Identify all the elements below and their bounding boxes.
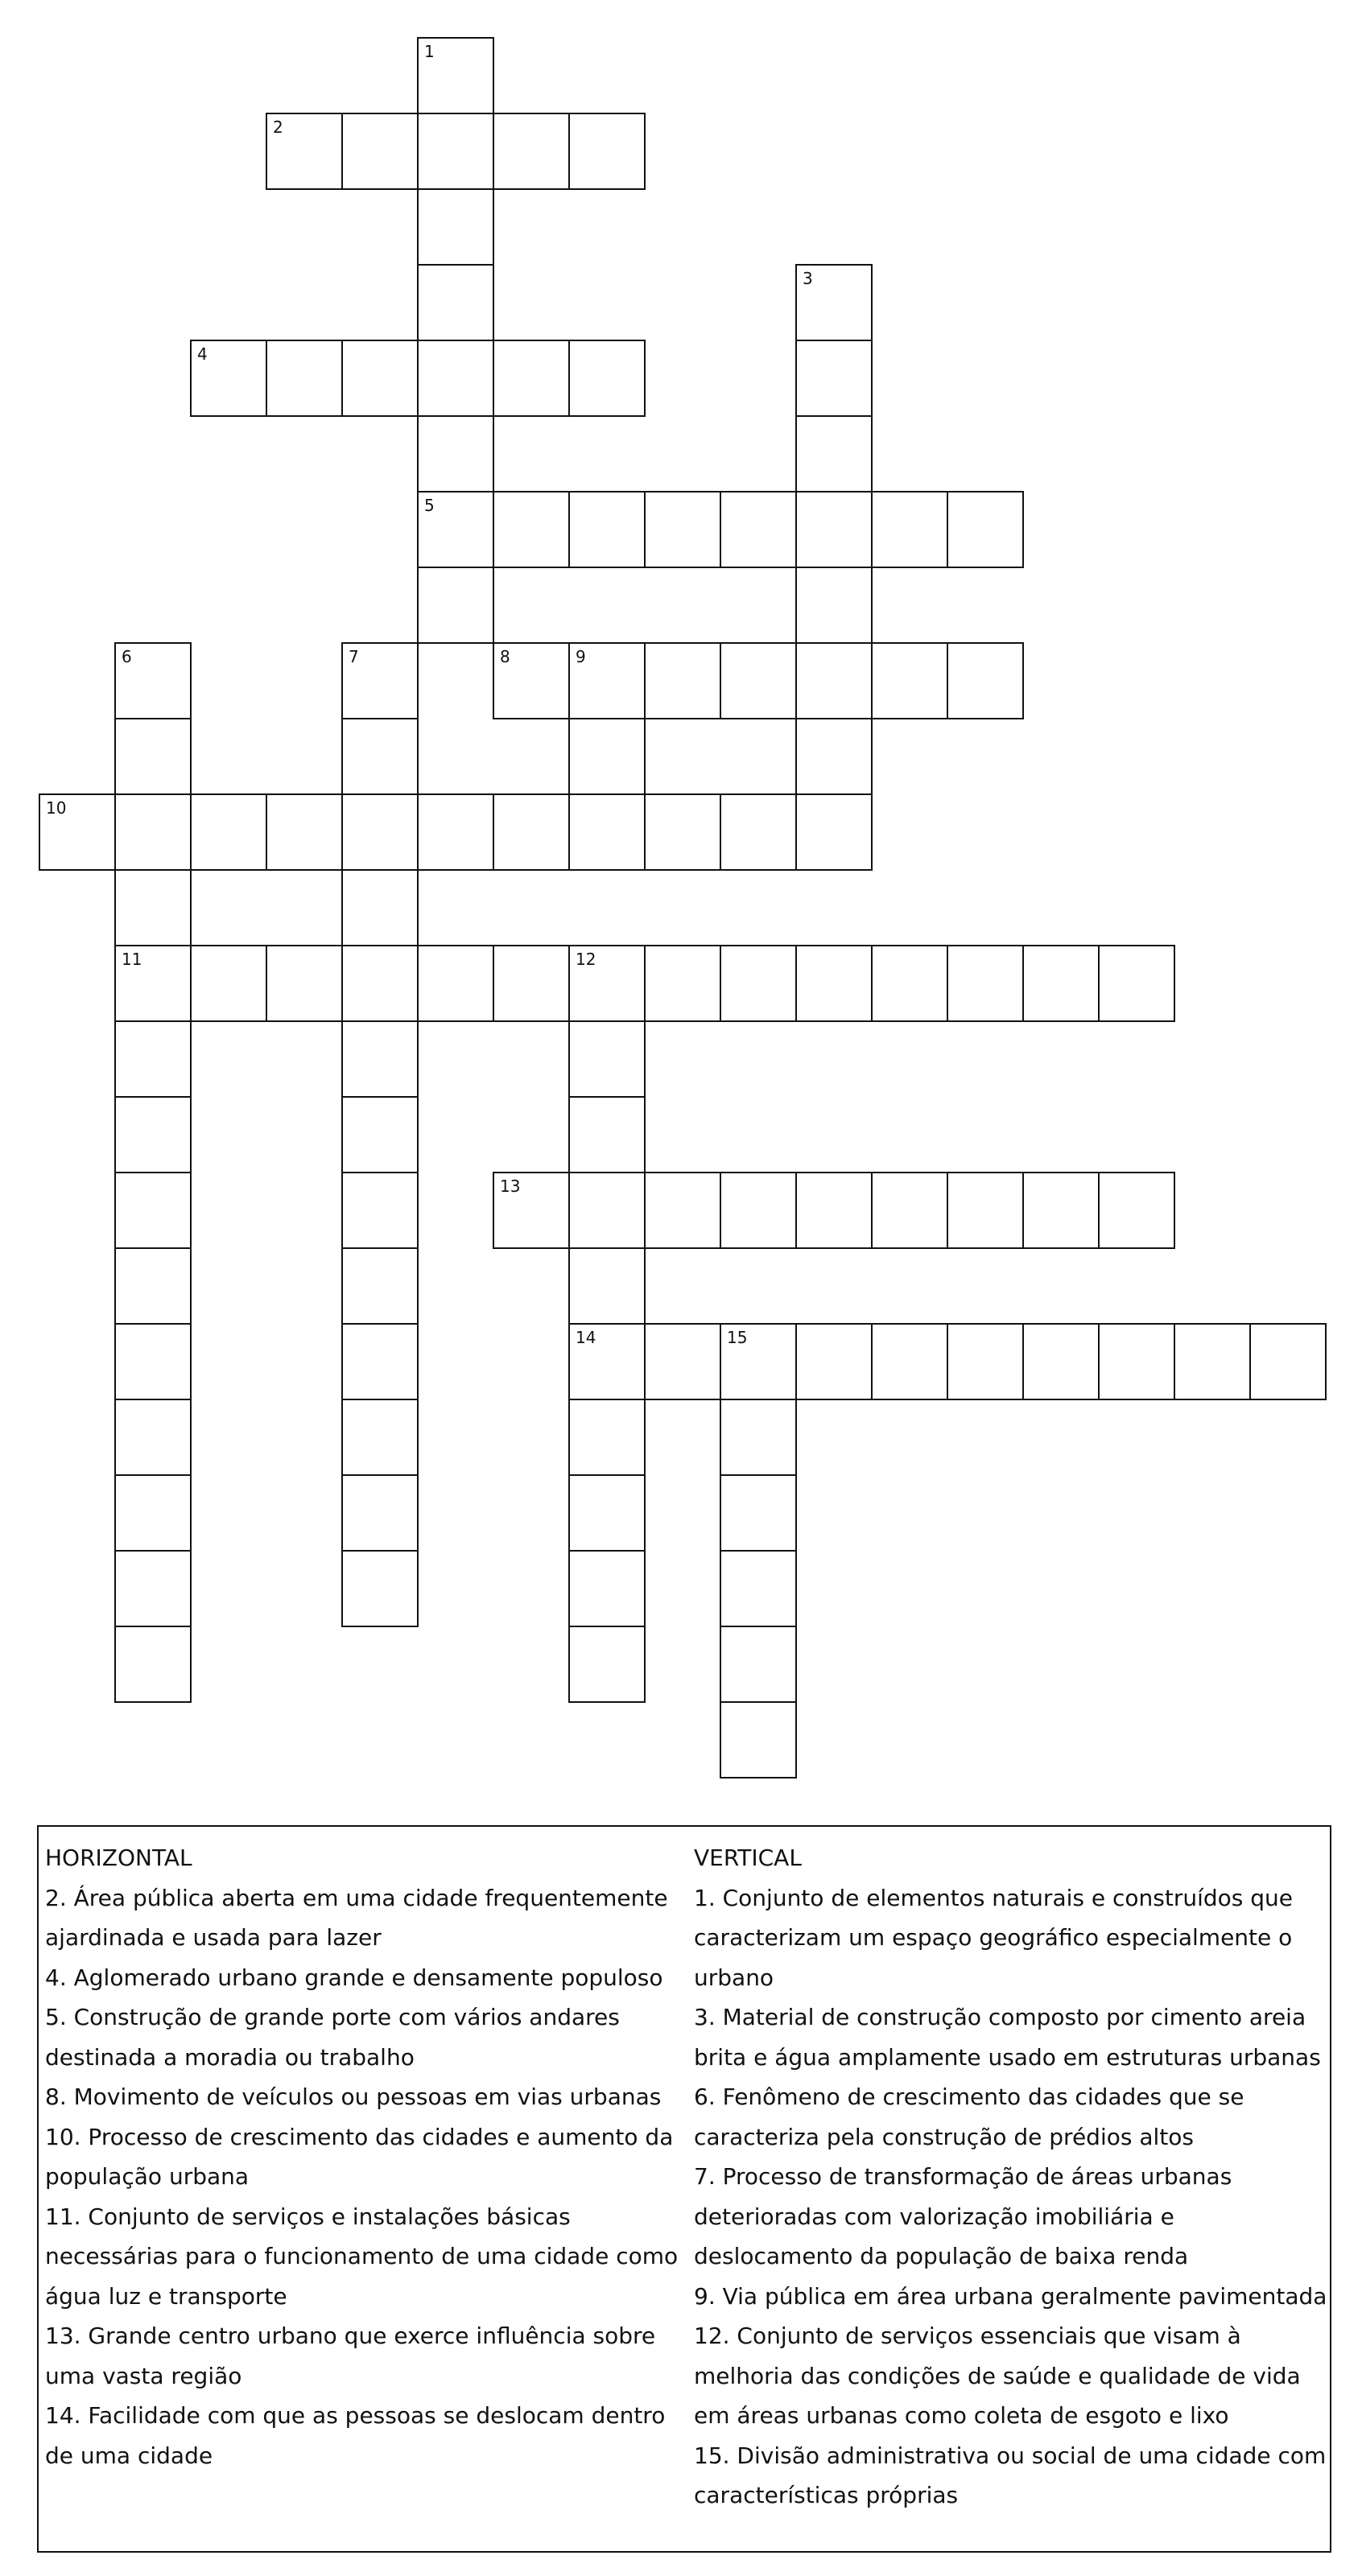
crossword-cell[interactable] xyxy=(720,793,797,871)
crossword-cell[interactable] xyxy=(493,340,570,417)
vertical-clues xyxy=(694,1838,1330,2516)
crossword-cell[interactable] xyxy=(493,491,570,568)
clue-number: 12 xyxy=(576,950,596,969)
horizontal-clue: 2. Área pública aberta em uma cidade frequentemente ajardinada e usada para lazer xyxy=(45,1884,668,1951)
crossword-cell[interactable] xyxy=(568,1626,646,1703)
crossword-cell[interactable] xyxy=(795,1323,873,1400)
crossword-cell[interactable] xyxy=(947,1323,1024,1400)
vertical-heading: VERTICAL xyxy=(694,1844,802,1871)
crossword-cell[interactable] xyxy=(341,945,419,1022)
crossword-cell[interactable] xyxy=(341,1399,419,1476)
crossword-cell[interactable] xyxy=(568,1474,646,1552)
crossword-cell[interactable] xyxy=(114,869,192,946)
clues-box xyxy=(37,1825,1331,2553)
crossword-cell[interactable] xyxy=(417,793,494,871)
crossword-cell[interactable] xyxy=(266,113,343,190)
crossword-cell[interactable] xyxy=(568,1020,646,1098)
crossword-cell[interactable] xyxy=(568,718,646,795)
crossword-cell[interactable] xyxy=(720,945,797,1022)
crossword-cell[interactable] xyxy=(568,1323,646,1400)
crossword-cell[interactable] xyxy=(1098,1323,1175,1400)
crossword-cell[interactable] xyxy=(341,340,419,417)
crossword-cell[interactable] xyxy=(417,415,494,493)
crossword-cell[interactable] xyxy=(795,340,873,417)
clue-number: 14 xyxy=(576,1328,596,1347)
crossword-cell[interactable] xyxy=(341,113,419,190)
crossword-cell[interactable] xyxy=(568,945,646,1022)
crossword-cell[interactable] xyxy=(417,945,494,1022)
crossword-cell[interactable] xyxy=(568,1096,646,1173)
crossword-cell[interactable] xyxy=(341,1020,419,1098)
clue-number: 9 xyxy=(576,647,586,666)
crossword-cell[interactable] xyxy=(1098,1172,1175,1249)
crossword-cell[interactable] xyxy=(871,1172,948,1249)
vertical-clue: 6. Fenômeno de crescimento das cidades que se caracteriza pela construção de prédios altos xyxy=(694,2083,1244,2150)
crossword-cell[interactable] xyxy=(720,1172,797,1249)
horizontal-clue: 10. Processo de crescimento das cidades e aumento da população urbana xyxy=(45,2123,674,2190)
crossword-cell[interactable] xyxy=(341,1096,419,1173)
crossword-cell[interactable] xyxy=(417,567,494,644)
vertical-clue: 7. Processo de transformação de áreas urbanas deterioradas com valorização imobiliária e deslocamento da população de baixa renda xyxy=(694,2163,1232,2269)
horizontal-clue: 4. Aglomerado urbano grande e densamente populoso xyxy=(45,1964,663,1991)
crossword-cell[interactable] xyxy=(341,1172,419,1249)
crossword-cell[interactable] xyxy=(795,491,873,568)
crossword-cell[interactable] xyxy=(417,264,494,341)
crossword-cell[interactable] xyxy=(266,945,343,1022)
crossword-cell[interactable] xyxy=(1022,945,1100,1022)
crossword-cell[interactable] xyxy=(114,718,192,795)
crossword-cell[interactable] xyxy=(493,793,570,871)
crossword-cell[interactable] xyxy=(493,945,570,1022)
crossword-cell[interactable] xyxy=(114,1399,192,1476)
crossword-cell[interactable] xyxy=(568,491,646,568)
crossword-cell[interactable] xyxy=(417,340,494,417)
crossword-cell[interactable] xyxy=(720,1626,797,1703)
crossword-cell[interactable] xyxy=(795,1172,873,1249)
crossword-cell[interactable] xyxy=(341,1323,419,1400)
crossword-cell[interactable] xyxy=(644,793,721,871)
crossword-cell[interactable] xyxy=(190,945,267,1022)
crossword-cell[interactable] xyxy=(493,642,570,719)
crossword-cell[interactable] xyxy=(720,1323,797,1400)
crossword-cell[interactable] xyxy=(568,113,646,190)
crossword-cell[interactable] xyxy=(568,1399,646,1476)
crossword-cell[interactable] xyxy=(114,945,192,1022)
crossword-cell[interactable] xyxy=(795,264,873,341)
crossword-cell[interactable] xyxy=(114,1020,192,1098)
crossword-cell[interactable] xyxy=(493,113,570,190)
crossword-cell[interactable] xyxy=(795,415,873,493)
crossword-cell[interactable] xyxy=(871,642,948,719)
crossword-cell[interactable] xyxy=(720,1701,797,1778)
clue-number: 1 xyxy=(424,42,435,61)
crossword-cell[interactable] xyxy=(795,642,873,719)
crossword-cell[interactable] xyxy=(644,1323,721,1400)
horizontal-clue: 14. Facilidade com que as pessoas se deslocam dentro de uma cidade xyxy=(45,2402,666,2469)
crossword-cell[interactable] xyxy=(341,869,419,946)
vertical-clue: 9. Via pública em área urbana geralmente pavimentada xyxy=(694,2282,1327,2310)
crossword-cell[interactable] xyxy=(341,1550,419,1627)
crossword-cell[interactable] xyxy=(644,945,721,1022)
crossword-cell[interactable] xyxy=(644,491,721,568)
crossword-cell[interactable] xyxy=(644,1172,721,1249)
vertical-clue: 1. Conjunto de elementos naturais e construídos que caracterizam um espaço geográfico especialmente o urbano xyxy=(694,1884,1294,1991)
clue-number: 15 xyxy=(727,1328,748,1347)
crossword-cell[interactable] xyxy=(720,491,797,568)
crossword-cell[interactable] xyxy=(1174,1323,1251,1400)
crossword-cell[interactable] xyxy=(947,642,1024,719)
clue-number: 13 xyxy=(500,1177,521,1196)
crossword-cell[interactable] xyxy=(341,1474,419,1552)
clue-number: 11 xyxy=(122,950,142,969)
crossword-cell[interactable] xyxy=(720,1550,797,1627)
crossword-cell[interactable] xyxy=(190,340,267,417)
horizontal-heading: HORIZONTAL xyxy=(45,1844,192,1871)
vertical-clue: 15. Divisão administrativa ou social de uma cidade com características próprias xyxy=(694,2442,1327,2508)
crossword-cell[interactable] xyxy=(114,1626,192,1703)
crossword-cell[interactable] xyxy=(341,793,419,871)
crossword-cell[interactable] xyxy=(1022,1323,1100,1400)
crossword-cell[interactable] xyxy=(493,1172,570,1249)
clue-number: 8 xyxy=(500,647,510,666)
crossword-cell[interactable] xyxy=(720,1474,797,1552)
clue-number: 6 xyxy=(122,647,132,666)
crossword-cell[interactable] xyxy=(114,1247,192,1325)
horizontal-clue: 5. Construção de grande porte com vários andares destinada a moradia ou trabalho xyxy=(45,2004,620,2071)
crossword-cell[interactable] xyxy=(568,1172,646,1249)
crossword-cell[interactable] xyxy=(190,793,267,871)
crossword-cell[interactable] xyxy=(114,1172,192,1249)
crossword-cell[interactable] xyxy=(1249,1323,1327,1400)
crossword-cell[interactable] xyxy=(1022,1172,1100,1249)
crossword-cell[interactable] xyxy=(341,642,419,719)
crossword-cell[interactable] xyxy=(568,1550,646,1627)
clue-number: 5 xyxy=(424,496,435,515)
crossword-cell[interactable] xyxy=(568,793,646,871)
crossword-cell[interactable] xyxy=(114,1096,192,1173)
vertical-clue-list xyxy=(694,1878,1330,2516)
crossword-cell[interactable] xyxy=(795,793,873,871)
crossword-cell[interactable] xyxy=(266,793,343,871)
crossword-cell[interactable] xyxy=(795,718,873,795)
crossword-cell[interactable] xyxy=(417,491,494,568)
crossword-cell[interactable] xyxy=(568,340,646,417)
crossword-cell[interactable] xyxy=(720,1399,797,1476)
crossword-cell[interactable] xyxy=(720,642,797,719)
horizontal-clue: 11. Conjunto de serviços e instalações básicas necessárias para o funcionamento de uma cidade como água luz e transporte xyxy=(45,2203,679,2310)
crossword-cell[interactable] xyxy=(1098,945,1175,1022)
vertical-clue: 3. Material de construção composto por cimento areia brita e água amplamente usado em estruturas urbanas xyxy=(694,2004,1321,2071)
crossword-cell[interactable] xyxy=(341,1247,419,1325)
crossword-cell[interactable] xyxy=(871,945,948,1022)
crossword-cell[interactable] xyxy=(947,491,1024,568)
crossword-cell[interactable] xyxy=(795,567,873,644)
clue-number: 10 xyxy=(46,798,67,818)
crossword-cell[interactable] xyxy=(417,37,494,114)
crossword-cell[interactable] xyxy=(266,340,343,417)
clue-number: 7 xyxy=(349,647,359,666)
crossword-cell[interactable] xyxy=(568,642,646,719)
clue-number: 4 xyxy=(197,344,208,364)
crossword-cell[interactable] xyxy=(417,113,494,190)
crossword-cell[interactable] xyxy=(795,945,873,1022)
crossword-cell[interactable] xyxy=(114,642,192,719)
clue-number: 2 xyxy=(273,117,283,137)
crossword-cell[interactable] xyxy=(947,945,1024,1022)
crossword-cell[interactable] xyxy=(114,1550,192,1627)
crossword-cell[interactable] xyxy=(417,188,494,266)
horizontal-clues xyxy=(45,1838,681,2475)
crossword-cell[interactable] xyxy=(341,718,419,795)
crossword-cell[interactable] xyxy=(947,1172,1024,1249)
horizontal-clue: 8. Movimento de veículos ou pessoas em vias urbanas xyxy=(45,2083,662,2110)
crossword-cell[interactable] xyxy=(114,793,192,871)
crossword-cell[interactable] xyxy=(114,1323,192,1400)
crossword-cell[interactable] xyxy=(644,642,721,719)
horizontal-clue: 13. Grande centro urbano que exerce influência sobre uma vasta região xyxy=(45,2323,656,2389)
crossword-cell[interactable] xyxy=(871,1323,948,1400)
clue-number: 3 xyxy=(803,269,813,288)
horizontal-clue-list xyxy=(45,1878,681,2476)
crossword-cell[interactable] xyxy=(871,491,948,568)
vertical-clue: 12. Conjunto de serviços essenciais que visam à melhoria das condições de saúde e qualidade de vida em áreas urbanas como coleta de esgoto e lixo xyxy=(694,2323,1301,2429)
crossword-cell[interactable] xyxy=(114,1474,192,1552)
crossword-cell[interactable] xyxy=(39,793,116,871)
crossword-cell[interactable] xyxy=(568,1247,646,1325)
